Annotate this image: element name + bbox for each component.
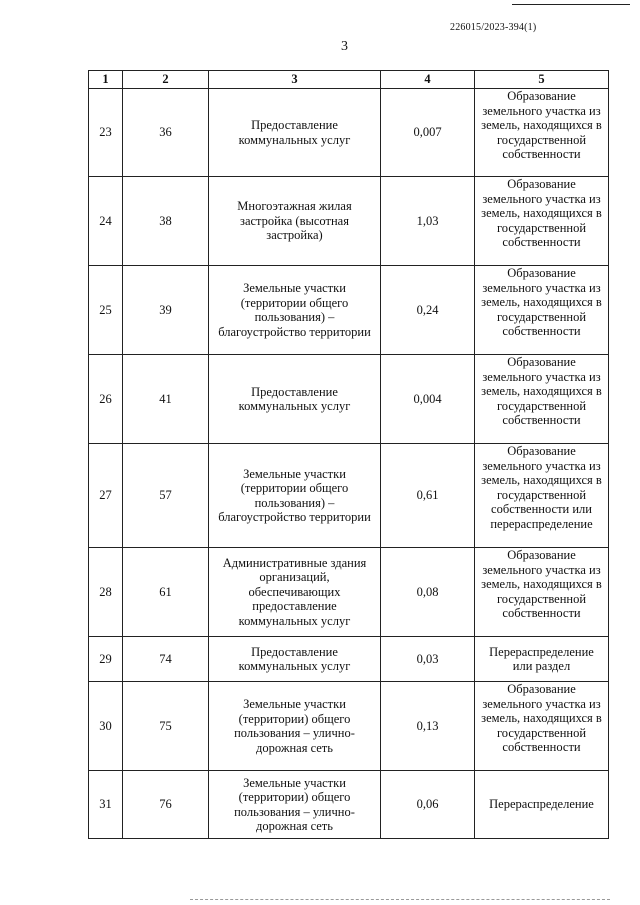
table-row — [89, 177, 609, 266]
area-cell: 0,24 — [381, 266, 475, 355]
permitted-use-cell: Предоставление коммунальных услуг — [209, 89, 381, 177]
plot-number-cell: 61 — [123, 548, 209, 637]
row-number-cell: 31 — [89, 771, 123, 839]
permitted-use-cell: Земельные участки (территории) общего пользования – улично-дорожная сеть — [209, 682, 381, 771]
area-cell: 0,06 — [381, 771, 475, 839]
permitted-use-cell: Предоставление коммунальных услуг — [209, 355, 381, 444]
permitted-use-cell: Земельные участки (территории общего пользования) – благоустройство территории — [209, 444, 381, 548]
column-header: 1 — [89, 71, 123, 89]
top-rule — [512, 4, 630, 5]
table-row — [89, 771, 609, 839]
permitted-use-cell: Многоэтажная жилая застройка (высотная застройка) — [209, 177, 381, 266]
formation-method-cell: Перераспределение — [475, 771, 609, 839]
column-header: 5 — [475, 71, 609, 89]
table-row — [89, 548, 609, 637]
area-cell: 0,08 — [381, 548, 475, 637]
formation-method-cell: Образование земельного участка из земель, находящихся в государственной собственности — [475, 266, 609, 355]
table-row — [89, 444, 609, 548]
page-number: 3 — [341, 39, 348, 54]
row-number-cell: 28 — [89, 548, 123, 637]
plot-number-cell: 74 — [123, 637, 209, 682]
table-header-row — [89, 71, 609, 89]
formation-method-cell: Образование земельного участка из земель, находящихся в государственной собственности или перераспределение — [475, 444, 609, 548]
table-row — [89, 355, 609, 444]
area-cell: 0,13 — [381, 682, 475, 771]
formation-method-cell: Образование земельного участка из земель, находящихся в государственной собственности — [475, 89, 609, 177]
area-cell: 1,03 — [381, 177, 475, 266]
formation-method-cell: Образование земельного участка из земель, находящихся в государственной собственности — [475, 355, 609, 444]
plot-number-cell: 76 — [123, 771, 209, 839]
row-number-cell: 26 — [89, 355, 123, 444]
row-number-cell: 24 — [89, 177, 123, 266]
area-cell: 0,004 — [381, 355, 475, 444]
permitted-use-cell: Административные здания организаций, обеспечивающих предоставление коммунальных услуг — [209, 548, 381, 637]
area-cell: 0,03 — [381, 637, 475, 682]
plot-number-cell: 57 — [123, 444, 209, 548]
document-number: 226015/2023-394(1) — [450, 22, 537, 33]
plot-number-cell: 38 — [123, 177, 209, 266]
formation-method-cell: Образование земельного участка из земель, находящихся в государственной собственности — [475, 682, 609, 771]
area-cell: 0,61 — [381, 444, 475, 548]
permitted-use-cell: Земельные участки (территории общего пользования) – благоустройство территории — [209, 266, 381, 355]
row-number-cell: 25 — [89, 266, 123, 355]
table-row — [89, 637, 609, 682]
formation-method-cell: Образование земельного участка из земель, находящихся в государственной собственности — [475, 177, 609, 266]
permitted-use-cell: Предоставление коммунальных услуг — [209, 637, 381, 682]
scan-edge-marks — [190, 899, 610, 902]
land-plots-table — [88, 70, 609, 839]
formation-method-cell: Перераспределение или раздел — [475, 637, 609, 682]
row-number-cell: 29 — [89, 637, 123, 682]
plot-number-cell: 39 — [123, 266, 209, 355]
table-row — [89, 682, 609, 771]
plot-number-cell: 41 — [123, 355, 209, 444]
area-cell: 0,007 — [381, 89, 475, 177]
row-number-cell: 30 — [89, 682, 123, 771]
table-row — [89, 266, 609, 355]
row-number-cell: 27 — [89, 444, 123, 548]
column-header: 4 — [381, 71, 475, 89]
plot-number-cell: 75 — [123, 682, 209, 771]
row-number-cell: 23 — [89, 89, 123, 177]
column-header: 3 — [209, 71, 381, 89]
column-header: 2 — [123, 71, 209, 89]
formation-method-cell: Образование земельного участка из земель, находящихся в государственной собственности — [475, 548, 609, 637]
table-row — [89, 89, 609, 177]
permitted-use-cell: Земельные участки (территории) общего пользования – улично-дорожная сеть — [209, 771, 381, 839]
plot-number-cell: 36 — [123, 89, 209, 177]
